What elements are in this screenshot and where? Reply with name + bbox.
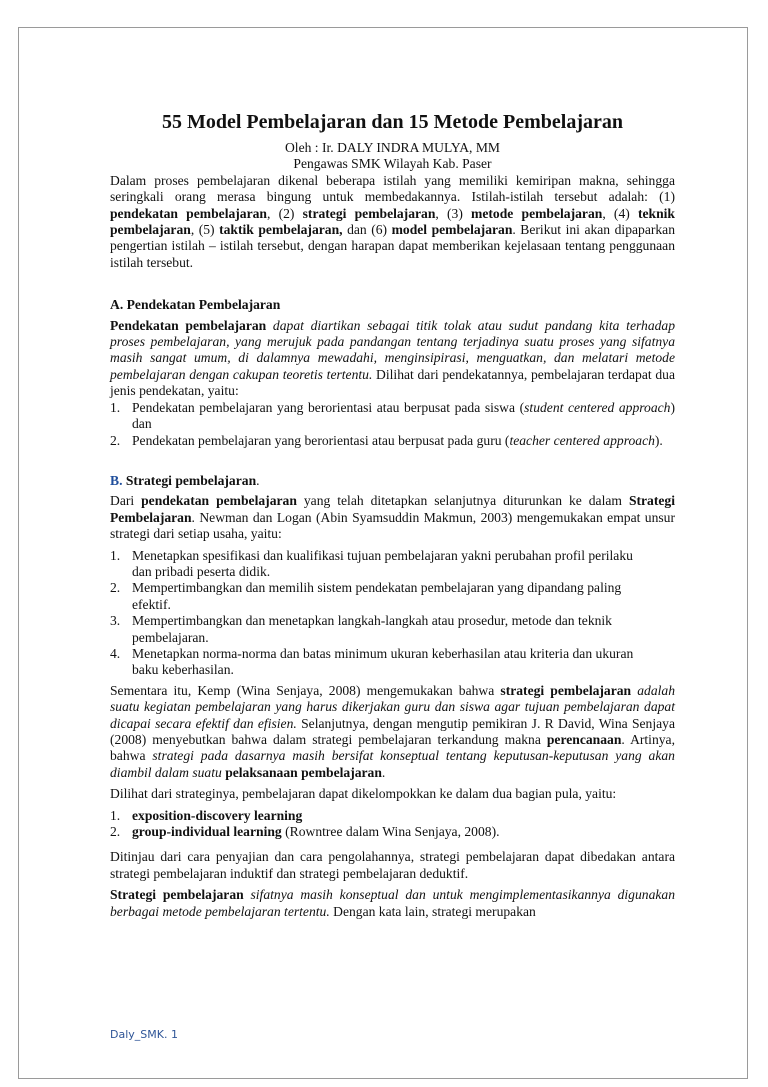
list-item: 1. Pendekatan pembelajaran yang berorientasi atau berpusat pada siswa (student centered approach) dan <box>110 399 675 432</box>
intro-paragraph: Dalam proses pembelajaran dikenal beberapa istilah yang memiliki kemiripan makna, sehingga seringkali orang merasa bingung untuk membedakannya. Istilah-istilah tersebut adalah: (1) pendekatan pembelajaran, (2) strategi pembelajaran, (3) metode pembelajaran, (4) teknik pembelajaran, (5) taktik pembelajaran, dan (6) model pembelajaran. Berikut ini akan dipaparkan pengertian istilah – istilah tersebut, dengan harapan dapat memberikan kejelasaan tentang penggunaan istilah tersebut. <box>110 172 676 270</box>
document-content <box>110 110 675 920</box>
section-b-paragraph-1: Dari pendekatan pembelajaran yang telah ditetapkan selanjutnya diturunkan ke dalam Strategi Pembelajaran. Newman dan Logan (Abin Syamsuddin Makmun, 2003) mengemukakan empat unsur strategi dari setiap usaha, yaitu: <box>110 493 675 542</box>
list-item: 2. Pendekatan pembelajaran yang berorientasi atau berpusat pada guru (teacher centered approach). <box>110 432 663 448</box>
section-a-paragraph: Pendekatan pembelajaran dapat diartikan sebagai titik tolak atau sudut pandang kita terhadap proses pembelajaran, yang merujuk pada pandangan tentang terjadinya suatu proses yang sifatnya masih sangat umum, di dalamnya mewadahi, menginsipirasi, menguatkan, dan melatari metode pembelajaran dengan cakupan teoretis tertentu. Dilihat dari pendekatannya, pembelajaran terdapat dua jenis pendekatan, yaitu: <box>110 317 676 399</box>
list-item: 2. group-individual learning (Rowntree dalam Wina Senjaya, 2008). <box>110 824 500 840</box>
list-item: 1. Menetapkan spesifikasi dan kualifikasi tujuan pembelajaran yakni perubahan profil perilaku dan pribadi peserta didik. <box>110 547 633 579</box>
list-item: 1. exposition-discovery learning <box>110 807 303 823</box>
list-item: 4. Menetapkan norma-norma dan batas minimum ukuran keberhasilan atau kriteria dan ukuran baku keberhasilan. <box>110 645 634 678</box>
section-b-paragraph-4: Ditinjau dari cara penyajian dan cara pengolahannya, strategi pembelajaran dapat dibedakan antara strategi pembelajaran induktif dan strategi pembelajaran deduktif. <box>110 849 675 881</box>
section-b-paragraph-5: Strategi pembelajaran sifatnya masih konseptual dan untuk mengimplementasikannya digunakan berbagai metode pembelajaran tertentu. Dengan kata lain, strategi merupakan <box>110 887 675 919</box>
section-b-paragraph-3: Dilihat dari strateginya, pembelajaran dapat dikelompokkan ke dalam dua bagian pula, yaitu: <box>110 786 617 802</box>
section-a-heading: A. Pendekatan Pembelajaran <box>110 297 281 313</box>
list-item: 2. Mempertimbangkan dan memilih sistem pendekatan pembelajaran yang dipandang paling efektif. <box>110 580 622 612</box>
author-line: Oleh : Ir. DALY INDRA MULYA, MM <box>284 140 501 155</box>
section-b-heading: B. Strategi pembelajaran. <box>110 472 260 488</box>
section-a-list <box>110 400 675 449</box>
page-footer: Daly_SMK. 1 <box>110 1028 178 1041</box>
strategy-groups-list <box>110 808 675 841</box>
section-b-paragraph-2: Sementara itu, Kemp (Wina Senjaya, 2008) mengemukakan bahwa strategi pembelajaran adalah suatu kegiatan pembelajaran yang harus dikerjakan guru dan siswa agar tujuan pembelajaran dapat dicapai secara efektif dan efisien. Selanjutnya, dengan mengutip pemikiran J. R David, Wina Senjaya (2008) menyebutkan bahwa dalam strategi pembelajaran terkandung makna perencanaan. Artinya, bahwa strategi pada dasarnya masih bersifat konseptual tentang keputusan-keputusan yang akan diambil dalam suatu pelaksanaan pembelajaran. <box>110 682 675 780</box>
document-title: 55 Model Pembelajaran dan 15 Metode Pembelajaran <box>161 111 624 133</box>
author-position: Pengawas SMK Wilayah Kab. Paser <box>293 156 492 172</box>
strategy-elements-list <box>110 548 675 679</box>
list-item: 3. Mempertimbangkan dan menetapkan langkah-langkah atau prosedur, metode dan teknik pembelajaran. <box>110 613 612 645</box>
